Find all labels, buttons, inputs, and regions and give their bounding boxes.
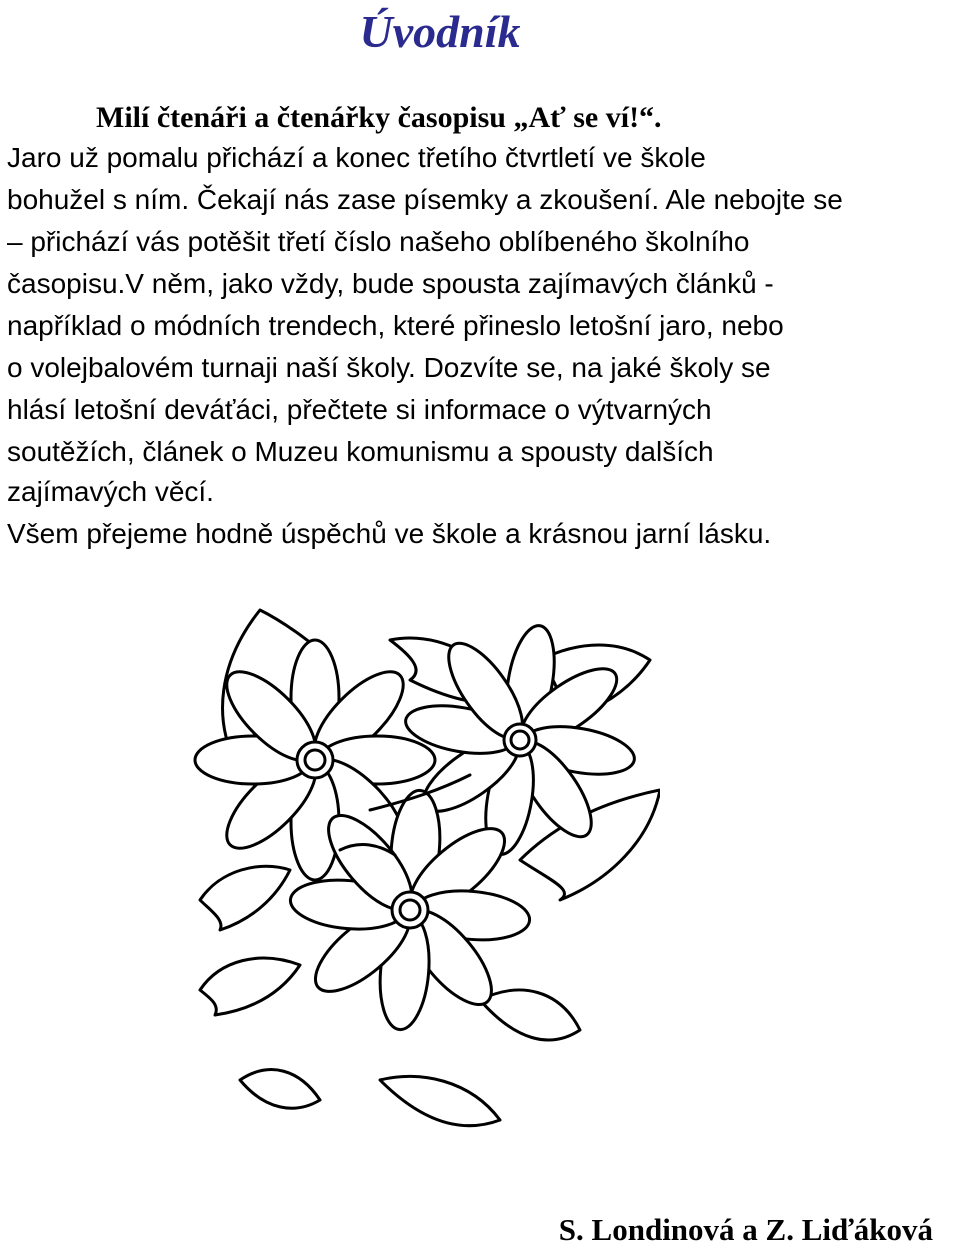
body-line-6: o volejbalovém turnaji naší školy. Dozvíte se, na jaké školy se [7,352,771,383]
page-title: Úvodník [359,6,521,57]
leaf-bottom-left [200,958,300,1015]
leaf-bottom-mid [240,1070,320,1109]
body-line-5: například o módních trendech, které přineslo letošní jaro, nebo [7,310,784,341]
body-line-1: Jaro už pomalu přichází a konec třetího čtvrtletí ve škole [7,142,706,173]
leaf-bottom-tail [380,1076,500,1125]
body-line-7: hlásí letošní deváťáci, přečtete si informace o výtvarných [7,394,712,425]
flower-bouquet-icon [180,600,660,1160]
body-line-2: bohužel s ním. Čekají nás zase písemky a zkoušení. Ale nebojte se [7,184,843,215]
greeting-line: Milí čtenáři a čtenářky časopisu „Ať se ví!“. [96,101,662,134]
body-line-10: Všem přejeme hodně úspěchů ve škole a krásnou jarní lásku. [7,518,772,549]
signature: S. Londinová a Z. Liďáková [558,1212,933,1247]
leaf-left-lower [200,866,290,930]
body-line-9: zajímavých věcí. [7,476,214,507]
body-line-4: časopisu.V něm, jako vždy, bude spousta zajímavých článků - [7,268,774,299]
body-line-3: – přichází vás potěšit třetí číslo našeho oblíbeného školního [7,226,750,257]
body-line-8: soutěžích, článek o Muzeu komunismu a spousty dalších [7,436,714,467]
leaf-bottom-right [480,990,580,1040]
